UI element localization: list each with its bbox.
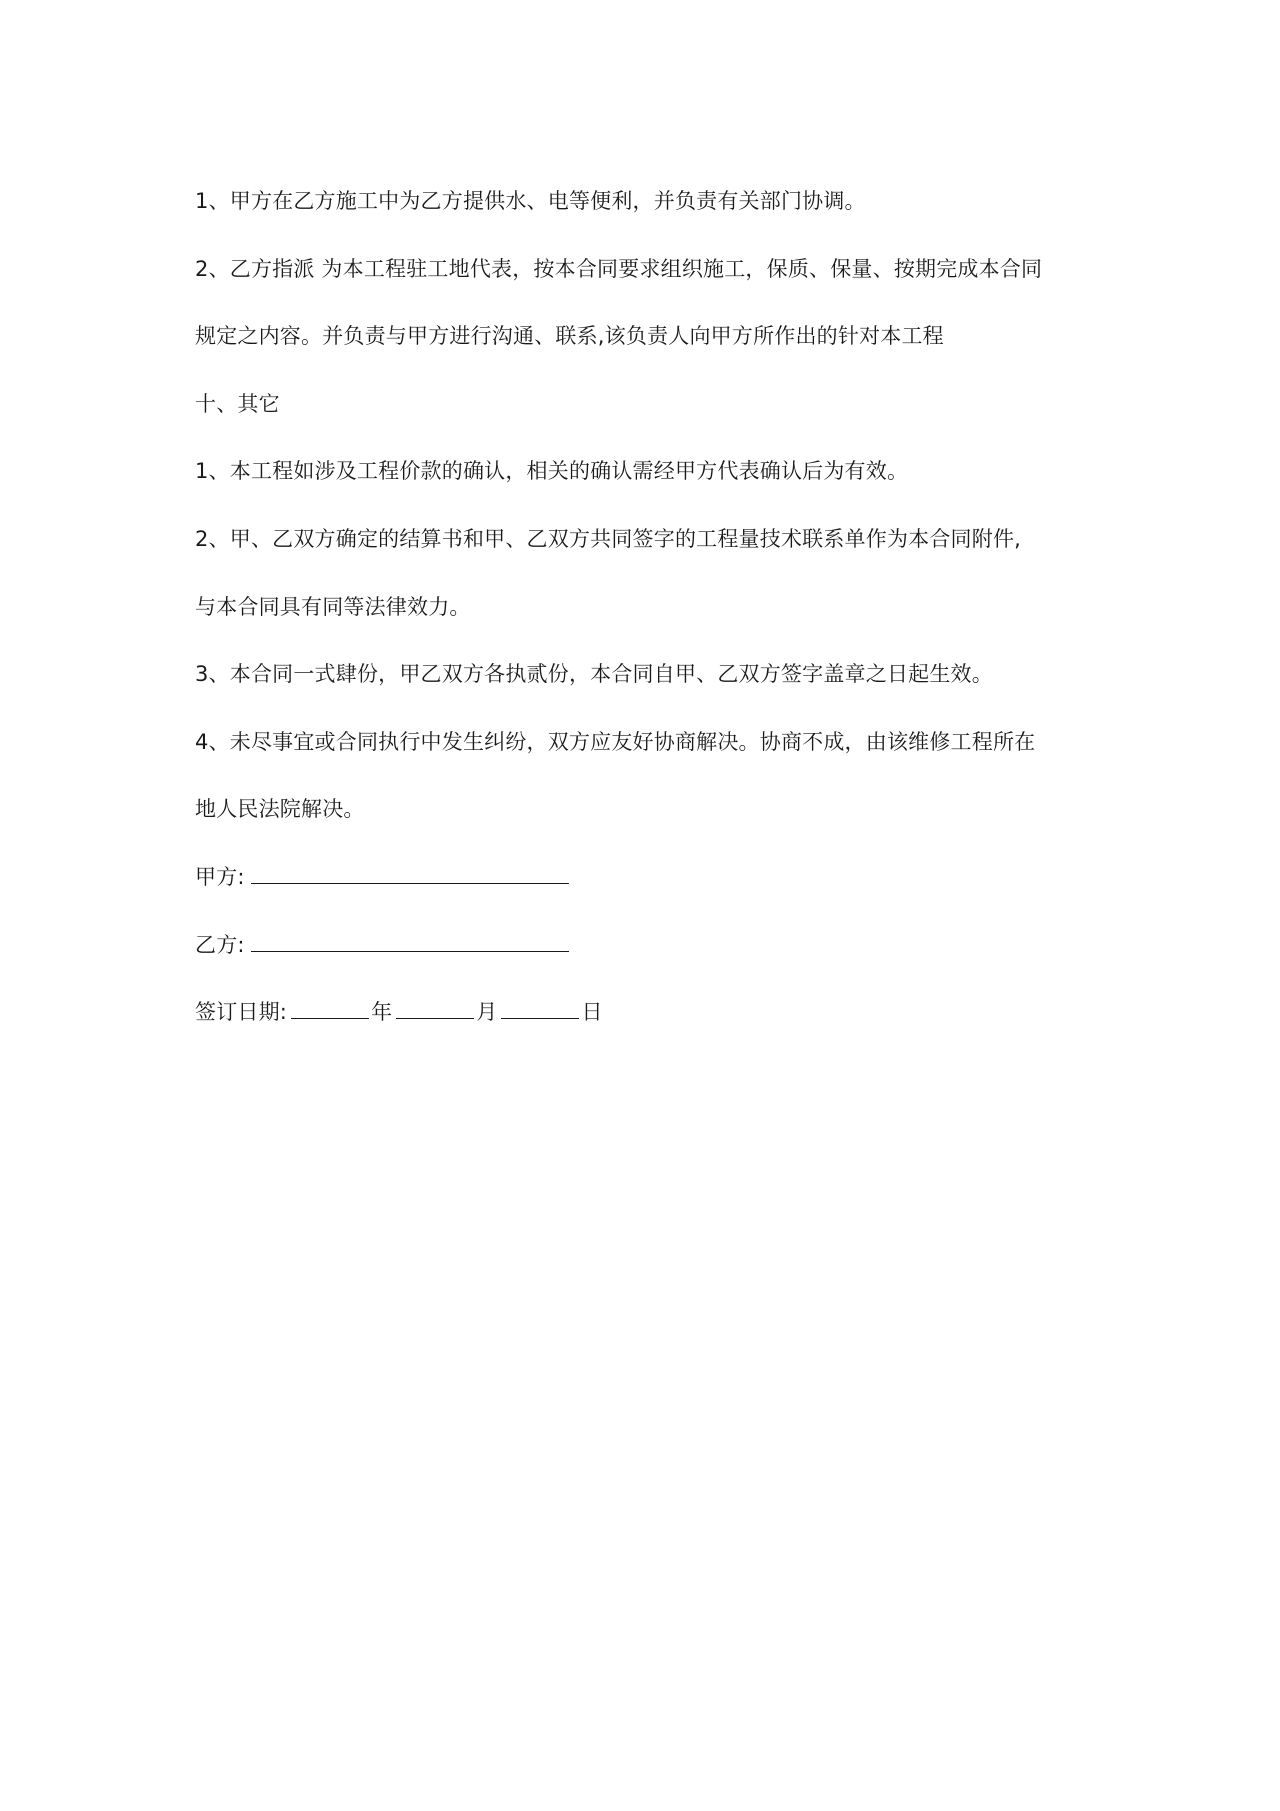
clause-copies-effective: 3、本合同一式肆份，甲乙双方各执贰份，本合同自甲、乙双方签字盖章之日起生效。 xyxy=(195,662,993,687)
clause-attachments-cont: 与本合同具有同等法律效力。 xyxy=(195,594,471,619)
party-a-signature-line[interactable] xyxy=(251,861,569,884)
day-blank[interactable] xyxy=(501,996,579,1019)
date-label: 签订日期: xyxy=(195,1000,288,1025)
month-blank[interactable] xyxy=(396,996,474,1019)
clause-attachments: 2、甲、乙双方确定的结算书和甲、乙双方共同签字的工程量技术联系单作为本合同附件, xyxy=(195,526,1022,551)
year-blank[interactable] xyxy=(291,996,369,1019)
clause-water-electricity: 1、甲方在乙方施工中为乙方提供水、电等便利，并负责有关部门协调。 xyxy=(195,189,866,213)
party-b-label: 乙方: xyxy=(195,932,245,957)
clause-disputes-cont: 地人民法院解决。 xyxy=(195,797,365,822)
party-b-signature-line[interactable] xyxy=(251,929,569,952)
month-unit: 月 xyxy=(476,1000,498,1025)
day-unit: 日 xyxy=(581,1000,603,1025)
clause-site-representative-cont: 规定之内容。并负责与甲方进行沟通、联系,该负责人向甲方所作出的针对本工程 xyxy=(195,324,944,349)
party-a-label: 甲方: xyxy=(195,864,245,889)
clause-site-representative: 2、乙方指派 为本工程驻工地代表，按本合同要求组织施工，保质、保量、按期完成本合同 xyxy=(195,256,1043,281)
signature-party-b xyxy=(195,912,1095,980)
year-unit: 年 xyxy=(371,1000,393,1025)
clause-disputes: 4、未尽事宜或合同执行中发生纠纷，双方应友好协商解决。协商不成，由该维修工程所在 xyxy=(195,729,1036,754)
contract-body xyxy=(195,168,1095,1047)
signing-date xyxy=(195,979,1095,1047)
clause-price-confirmation: 1、本工程如涉及工程价款的确认，相关的确认需经甲方代表确认后为有效。 xyxy=(195,459,909,484)
signature-party-a xyxy=(195,844,1095,912)
section-heading-other: 十、其它 xyxy=(195,391,280,416)
